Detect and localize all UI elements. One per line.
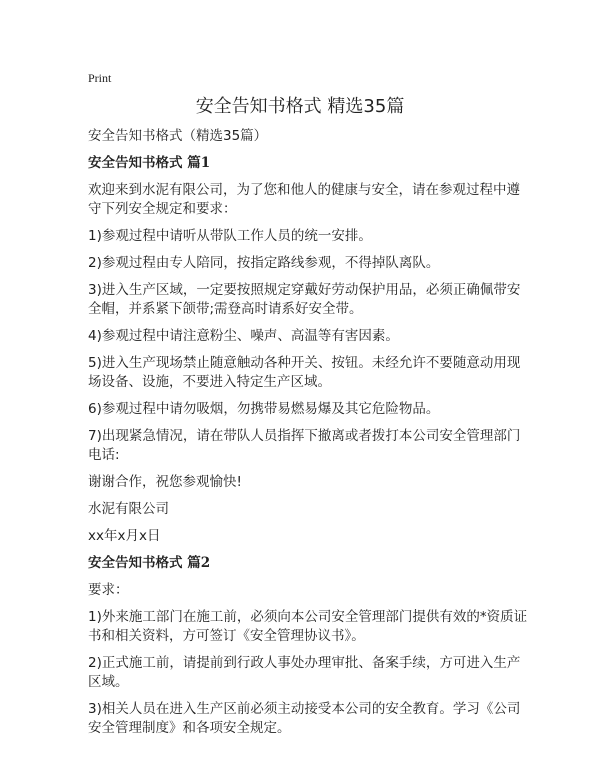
section-heading: 安全告知书格式 篇1 xyxy=(88,155,211,171)
paragraph: 3)相关人员在进入生产区前必须主动接受本公司的安全教育。学习《公司安全管理制度》和各项安全规定。 xyxy=(88,701,521,736)
section-heading: 安全告知书格式 篇2 xyxy=(88,555,211,571)
paragraph: 4)参观过程中请注意粉尘、噪声、高温等有害因素。 xyxy=(88,328,399,344)
paragraph: 1)参观过程中请听从带队工作人员的统一安排。 xyxy=(88,228,372,244)
paragraph: 2)参观过程由专人陪同，按指定路线参观，不得掉队离队。 xyxy=(88,255,440,271)
paragraph: 要求： xyxy=(88,582,129,598)
paragraph: 7)出现紧急情况，请在带队人员指挥下撤离或者拨打本公司安全管理部门电话: xyxy=(88,428,521,463)
paragraph: 欢迎来到水泥有限公司，为了您和他人的健康与安全，请在参观过程中遵守下列安全规定和要求： xyxy=(88,182,520,217)
paragraph: xx年x月x日 xyxy=(88,528,161,544)
paragraph: 谢谢合作，祝您参观愉快! xyxy=(88,474,242,490)
print-link[interactable]: Print xyxy=(88,71,112,85)
paragraph: 6)参观过程中请勿吸烟，勿携带易燃易爆及其它危险物品。 xyxy=(88,401,440,417)
page-title: 安全告知书格式 精选35篇 xyxy=(195,96,405,117)
paragraph: 水泥有限公司 xyxy=(88,501,169,517)
paragraph: 5)进入生产现场禁止随意触动各种开关、按钮。未经允许不要随意动用现场设备、设施，不要进入特定生产区域。 xyxy=(88,355,521,390)
paragraph: 3)进入生产区域，一定要按照规定穿戴好劳动保护用品，必须正确佩带安全帽，并系紧下颌带;需登高时请系好安全带。 xyxy=(88,282,521,317)
paragraph: 2)正式施工前，请提前到行政人事处办理审批、备案手续，方可进入生产区域。 xyxy=(88,655,521,690)
paragraph: 1)外来施工部门在施工前，必须向本公司安全管理部门提供有效的*资质证书和相关资料，方可签订《安全管理协议书》。 xyxy=(88,609,528,644)
subtitle: 安全告知书格式（精选35篇） xyxy=(88,128,268,144)
